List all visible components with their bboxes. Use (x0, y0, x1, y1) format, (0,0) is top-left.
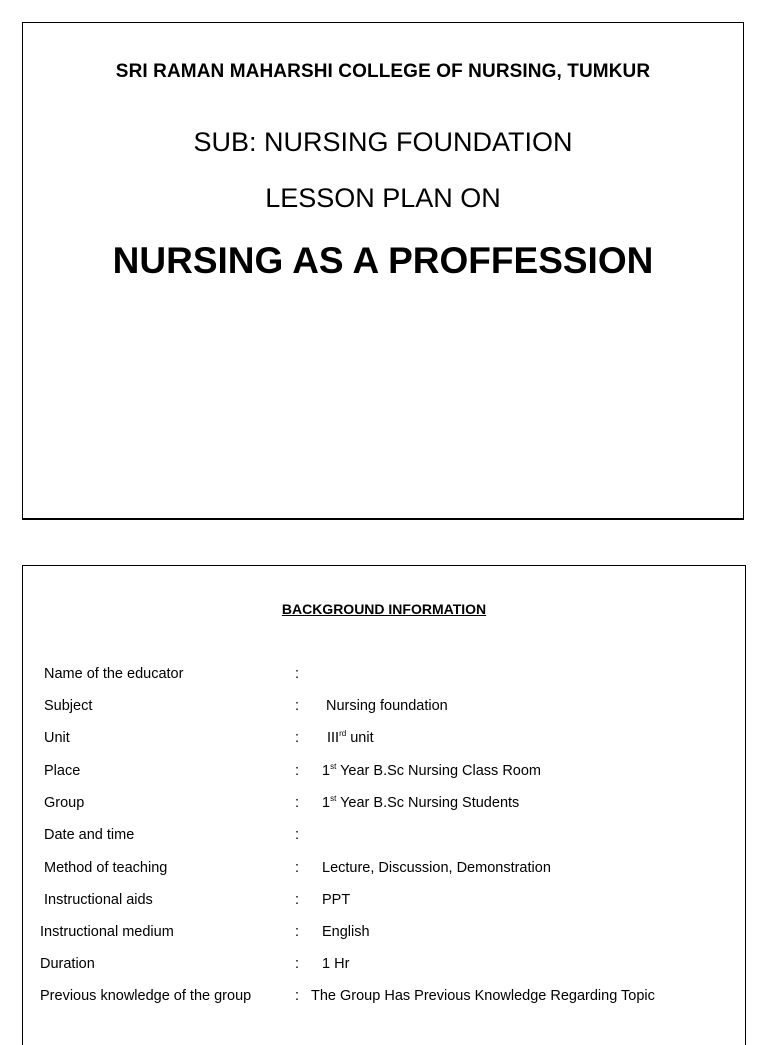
college-name: SRI RAMAN MAHARSHI COLLEGE OF NURSING, TUMKUR (115, 61, 651, 82)
info-colon: : (295, 698, 300, 714)
info-label: Subject (44, 698, 93, 714)
info-label: Duration (40, 956, 95, 972)
info-colon: : (295, 730, 300, 746)
info-colon: : (295, 892, 300, 908)
info-value: Lecture, Discussion, Demonstration (322, 860, 551, 876)
info-label: Instructional aids (44, 892, 153, 908)
info-value: IIIrd unit (327, 729, 374, 746)
info-colon: : (295, 860, 300, 876)
info-label: Group (44, 795, 85, 811)
info-row-unit (23, 727, 745, 749)
info-row-group (23, 792, 745, 814)
lesson-topic-title: NURSING AS A PROFFESSION (112, 240, 654, 281)
info-label: Place (44, 763, 81, 779)
info-value: The Group Has Previous Knowledge Regarding Topic (311, 988, 655, 1004)
info-colon: : (295, 956, 300, 972)
info-colon: : (295, 763, 300, 779)
cover-page (22, 22, 744, 520)
info-value: 1 Hr (322, 956, 350, 972)
info-colon: : (295, 924, 300, 940)
lesson-plan-heading: LESSON PLAN ON (265, 183, 501, 213)
info-row-place (23, 760, 745, 782)
subject-heading: SUB: NURSING FOUNDATION (193, 127, 573, 157)
background-info-page (22, 565, 746, 1045)
info-colon: : (295, 827, 300, 843)
info-value: 1st Year B.Sc Nursing Students (322, 794, 520, 811)
info-value: 1st Year B.Sc Nursing Class Room (322, 762, 542, 779)
info-value: Nursing foundation (326, 698, 448, 714)
info-row-aids (23, 889, 745, 911)
info-row-duration (23, 953, 745, 975)
info-value: PPT (322, 892, 351, 908)
info-label: Previous knowledge of the group (40, 988, 252, 1004)
info-label: Unit (44, 730, 70, 746)
info-row-date-time (23, 824, 745, 846)
info-row-educator (23, 663, 745, 685)
info-label: Method of teaching (44, 860, 168, 876)
info-label: Date and time (44, 827, 135, 843)
info-row-subject (23, 695, 745, 717)
info-row-medium (23, 921, 745, 943)
info-colon: : (295, 666, 300, 682)
info-value: English (322, 924, 370, 940)
info-colon: : (295, 795, 300, 811)
info-label: Instructional medium (40, 924, 174, 940)
info-colon: : (295, 988, 300, 1004)
background-info-heading: BACKGROUND INFORMATION (281, 601, 487, 617)
info-label: Name of the educator (44, 666, 184, 682)
info-row-method (23, 857, 745, 879)
info-row-previous-knowledge (23, 985, 745, 1007)
